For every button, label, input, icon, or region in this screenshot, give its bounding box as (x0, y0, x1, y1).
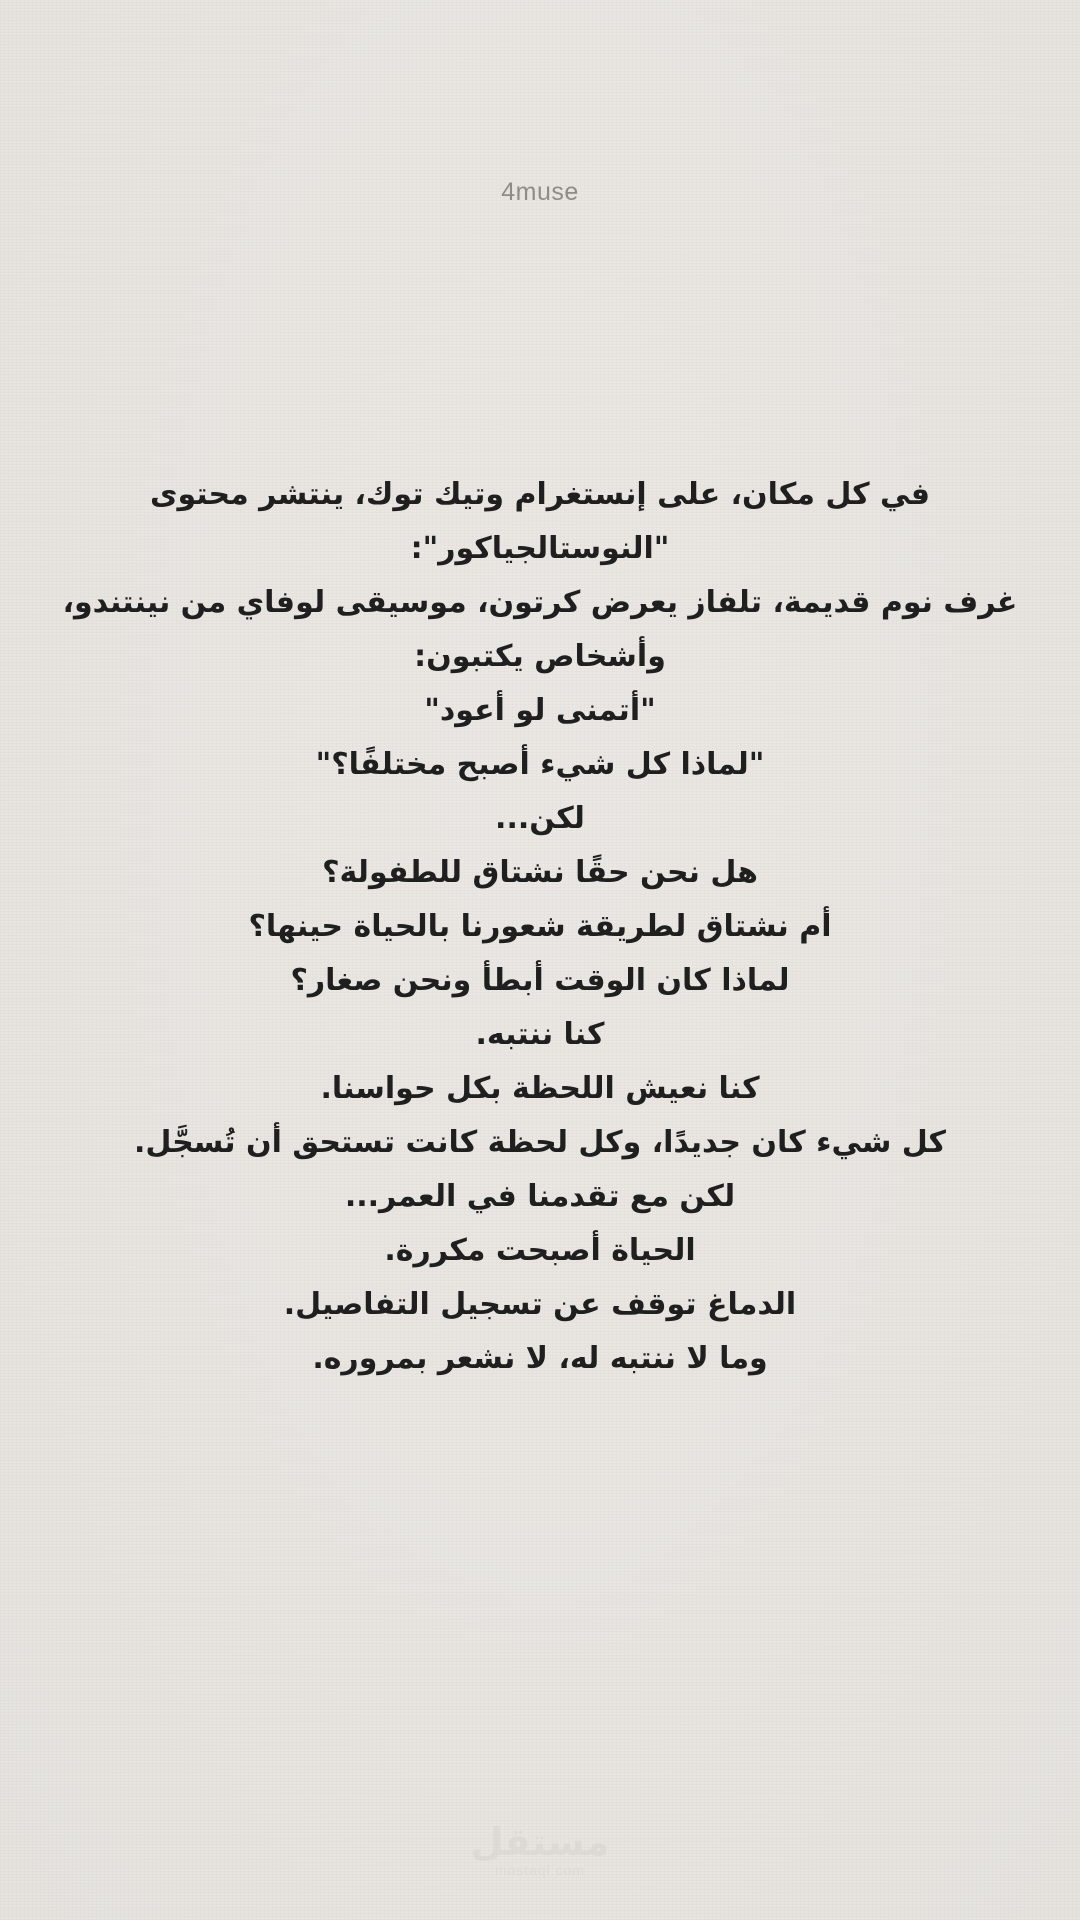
poem-line: "أتمنى لو أعود" (424, 693, 656, 728)
watermark-logo-arabic: مستقل (470, 1820, 610, 1864)
poem-line: غرف نوم قديمة، تلفاز يعرض كرتون، موسيقى لوفاي من نينتندو، (62, 585, 1018, 620)
mostaql-watermark (440, 1822, 640, 1878)
poem-line: لماذا كان الوقت أبطأ ونحن صغار؟ (290, 963, 790, 998)
poem-line: كنا نعيش اللحظة بكل حواسنا. (320, 1071, 760, 1106)
watermark-logo-latin: mostaql.com (494, 1862, 586, 1878)
poem-line: أم نشتاق لطريقة شعورنا بالحياة حينها؟ (248, 909, 832, 944)
poem-line: وما لا ننتبه له، لا نشعر بمروره. (312, 1341, 768, 1376)
poem-line: الحياة أصبحت مكررة. (384, 1233, 696, 1268)
brand-name: 4muse (501, 178, 579, 206)
poem-line: هل نحن حقًا نشتاق للطفولة؟ (322, 855, 758, 890)
poem-line: في كل مكان، على إنستغرام وتيك توك، ينتشر محتوى (149, 477, 931, 512)
poem-line: لكن... (495, 801, 585, 836)
poem-line: لكن مع تقدمنا في العمر... (344, 1179, 736, 1214)
poem-line: الدماغ توقف عن تسجيل التفاصيل. (283, 1287, 797, 1322)
poem-line: كنا ننتبه. (475, 1017, 605, 1052)
poem-line: "لماذا كل شيء أصبح مختلفًا؟" (315, 747, 765, 782)
poem-text (60, 468, 1020, 1386)
poem-line: كل شيء كان جديدًا، وكل لحظة كانت تستحق أن تُسجَّل. (133, 1125, 947, 1160)
poem-line: وأشخاص يكتبون: (414, 639, 666, 674)
poem-line: "النوستالجياكور": (410, 531, 670, 566)
